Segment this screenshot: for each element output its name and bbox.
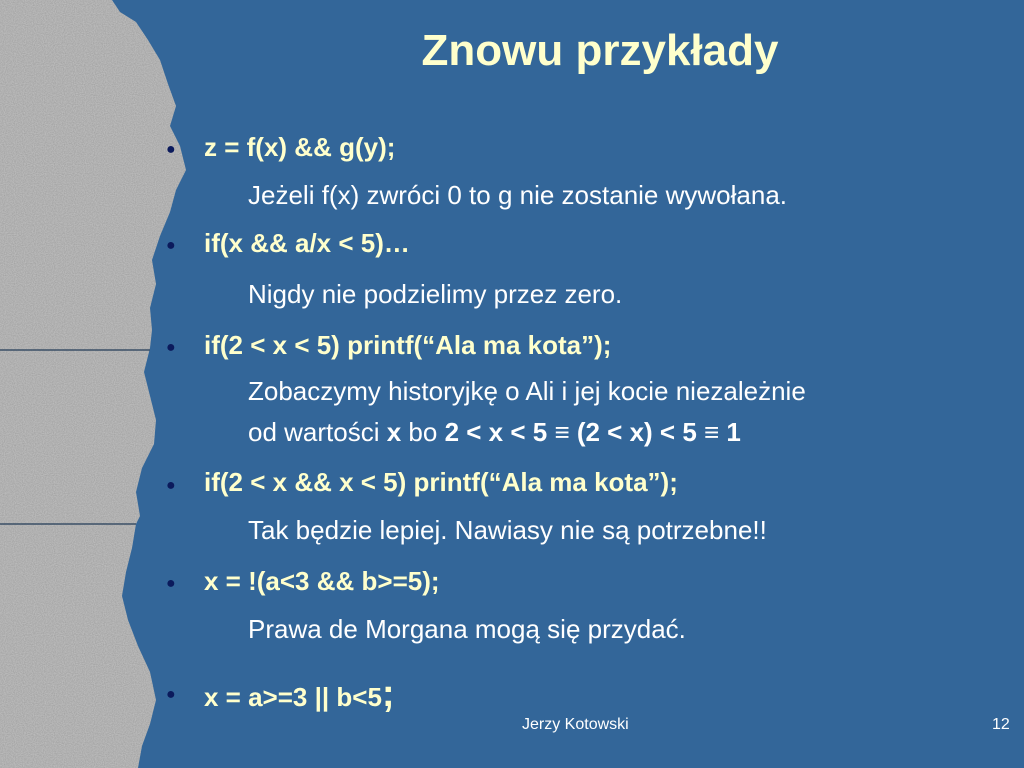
code-line-6-text: x = a>=3 || b<5	[204, 682, 382, 712]
note-line-5: Prawa de Morgana mogą się przydać.	[248, 614, 686, 644]
code-line-4: if(2 < x && x < 5) printf(“Ala ma kota”);	[204, 467, 678, 497]
bullet-icon: ●	[166, 237, 176, 254]
bullet-icon: ●	[166, 339, 176, 356]
note-line-4: Tak będzie lepiej. Nawiasy nie są potrzebne!!	[248, 515, 767, 545]
page-number: 12	[992, 716, 1010, 733]
note-var-x: x	[386, 417, 402, 447]
slide-title: Znowu przykłady	[421, 26, 779, 75]
note-line-3b-mid: bo	[401, 417, 445, 447]
bullet-icon: ●	[166, 686, 176, 703]
note-expression: 2 < x < 5 ≡ (2 < x) < 5 ≡ 1	[444, 417, 741, 447]
stone-border-decoration	[0, 0, 190, 768]
note-line-3a: Zobaczymy historyjkę o Ali i jej kocie niezależnie	[248, 376, 806, 406]
bullet-icon: ●	[166, 141, 176, 158]
bullet-icon: ●	[166, 477, 176, 494]
code-line-6-semicolon: ;	[381, 673, 395, 715]
note-line-3b	[248, 414, 741, 451]
code-line-1: z = f(x) && g(y);	[204, 132, 396, 162]
note-line-3b-pre: od wartości	[248, 417, 387, 447]
code-line-2: if(x && a/x < 5)…	[204, 228, 410, 258]
note-line-2: Nigdy nie podzielimy przez zero.	[248, 279, 623, 309]
bullet-icon: ●	[166, 575, 176, 592]
footer-author: Jerzy Kotowski	[522, 716, 629, 733]
note-line-1: Jeżeli f(x) zwróci 0 to g nie zostanie wywołana.	[248, 180, 788, 210]
code-line-6	[204, 673, 395, 716]
code-line-5: x = !(a<3 && b>=5);	[204, 566, 440, 596]
code-line-3: if(2 < x < 5) printf(“Ala ma kota”);	[204, 330, 612, 360]
